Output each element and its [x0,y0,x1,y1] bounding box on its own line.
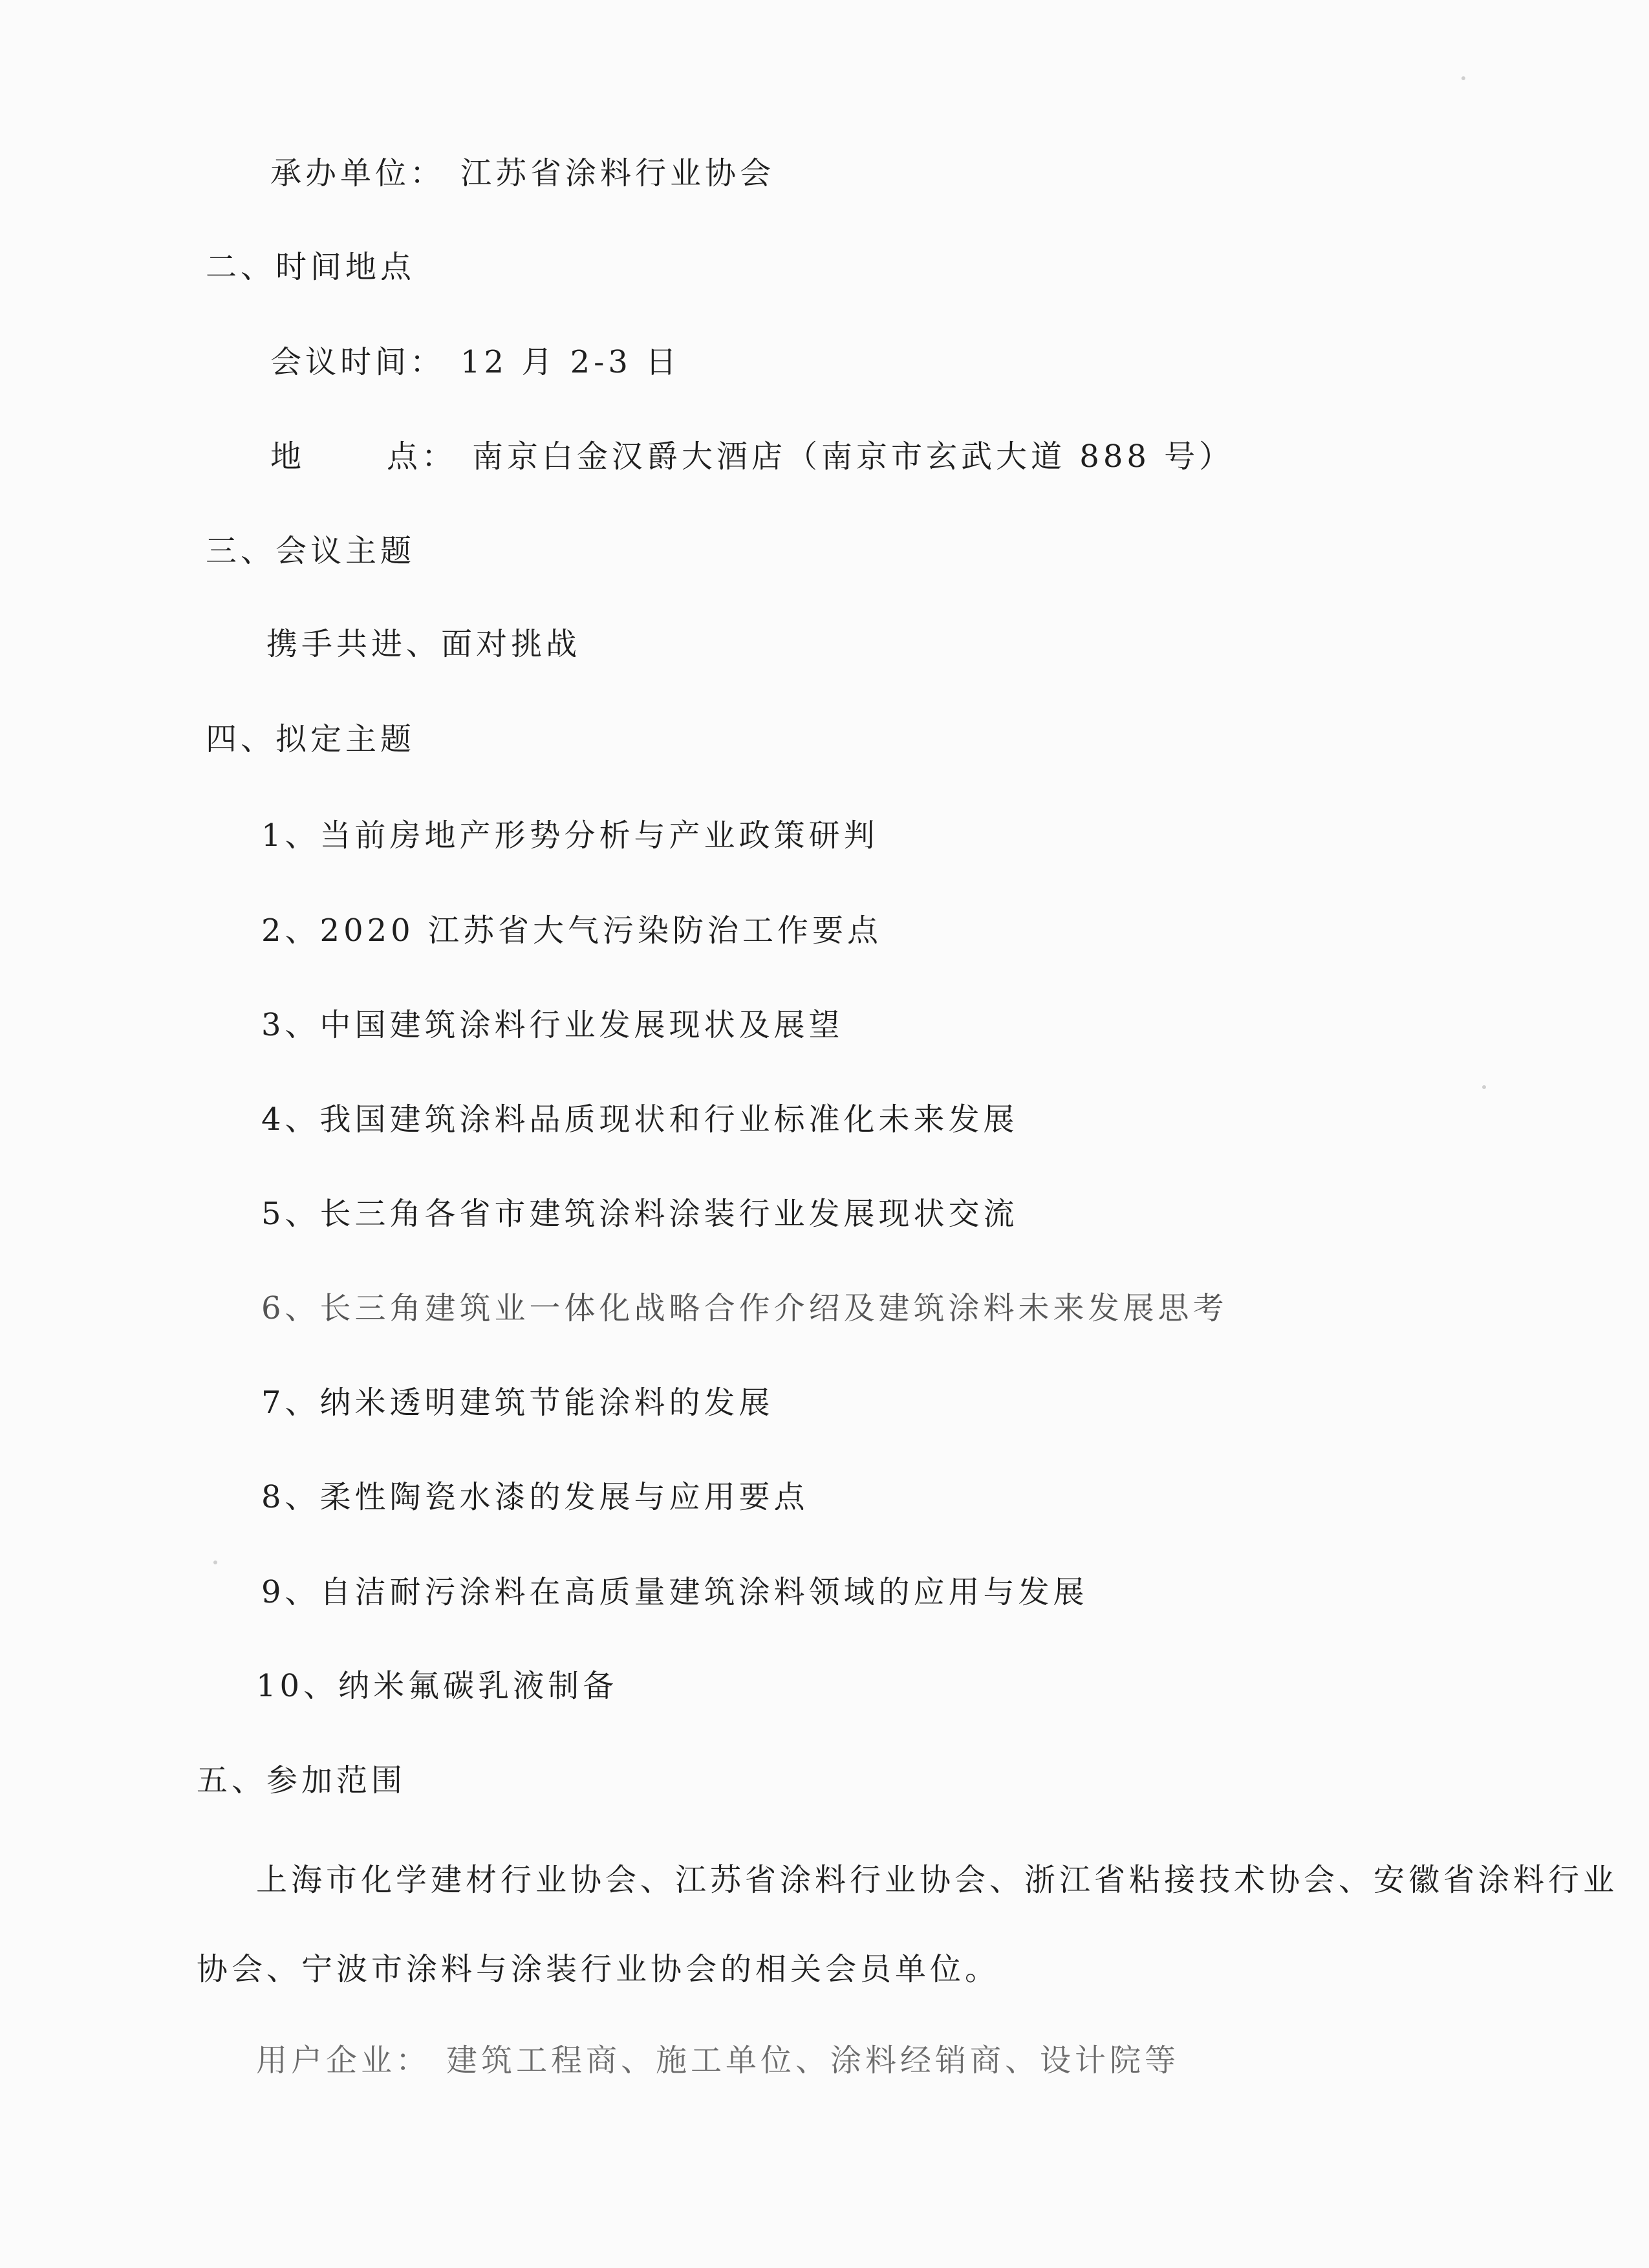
scan-speck [1482,1085,1486,1089]
user-enterprises-line [256,2041,1180,2080]
scan-speck [1461,76,1465,80]
topic-item-1: 1、当前房地产形势分析与产业政策研判 [261,817,879,854]
meeting-time-label: 会议时间： [270,344,446,380]
topic-item-7: 7、纳米透明建筑节能涂料的发展 [261,1385,774,1421]
topic-item-2: 2、2020 江苏省大气污染防治工作要点 [261,913,882,949]
section-heading-time-place: 二、时间地点 [206,249,416,285]
topic-item-8: 8、柔性陶瓷水漆的发展与应用要点 [261,1479,809,1515]
section-heading-theme: 三、会议主题 [206,533,416,569]
topic-item-4: 4、我国建筑涂料品质现状和行业标准化未来发展 [261,1101,1018,1138]
theme-content: 携手共进、面对挑战 [266,626,581,662]
topic-item-5: 5、长三角各省市建筑涂料涂装行业发展现状交流 [261,1196,1018,1232]
user-enterprises-value: 建筑工程商、施工单位、涂料经销商、设计院等 [446,2042,1180,2079]
location-value: 南京白金汉爵大酒店（南京市玄武大道 888 号） [472,438,1234,475]
location-line [270,437,1234,476]
meeting-time-line [270,343,680,382]
meeting-time-value: 12 月 2-3 日 [460,344,681,380]
location-label-part-1: 地 [270,438,306,475]
topic-item-6: 6、长三角建筑业一体化战略合作介绍及建筑涂料未来发展思考 [261,1290,1228,1326]
organizer-value: 江苏省涂料行业协会 [460,155,775,191]
section-heading-topics: 四、拟定主题 [206,721,416,757]
topic-item-9: 9、自洁耐污涂料在高质量建筑涂料领域的应用与发展 [261,1574,1088,1610]
organizer-line [270,154,775,193]
user-enterprises-label: 用户企业： [256,2042,431,2079]
topic-item-3: 3、中国建筑涂料行业发展现状及展望 [261,1007,844,1043]
location-label-part-2: 点： [387,438,457,475]
section-heading-scope: 五、参加范围 [197,1762,407,1798]
topic-item-10: 10、纳米氟碳乳液制备 [256,1668,618,1704]
scan-speck [213,1561,217,1564]
scope-paragraph-line-2: 协会、宁波市涂料与涂装行业协会的相关会员单位。 [197,1951,1000,1987]
scope-paragraph-line-1: 上海市化学建材行业协会、江苏省涂料行业协会、浙江省粘接技术协会、安徽省涂料行业 [256,1862,1619,1898]
organizer-label: 承办单位： [270,155,446,191]
